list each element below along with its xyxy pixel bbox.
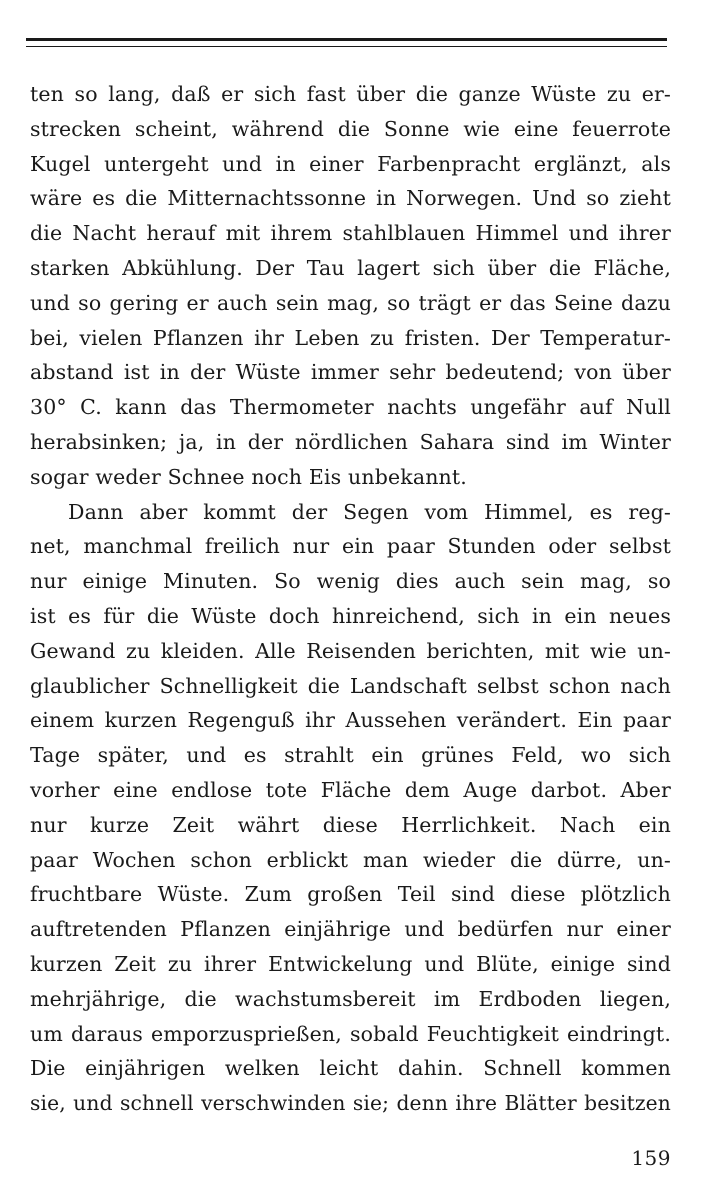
text-line: glaublicher Schnelligkeit die Landschaft selbst schon nach: [30, 673, 671, 698]
text-line: vorher eine endlose tote Fläche dem Auge darbot. Aber: [30, 777, 671, 802]
text-line: paar Wochen schon erblickt man wieder die dürre, un-: [30, 847, 671, 872]
text-line: kurzen Zeit zu ihrer Entwickelung und Blüte, einige sind: [30, 951, 671, 976]
text-line: bei, vielen Pflanzen ihr Leben zu fristen. Der Temperatur-: [30, 325, 671, 350]
text-line: und so gering er auch sein mag, so trägt er das Seine dazu: [30, 290, 671, 315]
text-line: ten so lang, daß er sich fast über die ganze Wüste zu er-: [30, 82, 671, 106]
text-line: starken Abkühlung. Der Tau lagert sich über die Fläche,: [30, 255, 671, 280]
text-line: mehrjährige, die wachstumsbereit im Erdboden liegen,: [30, 986, 671, 1011]
text-line: nur einige Minuten. So wenig dies auch sein mag, so: [30, 569, 671, 594]
text-line: Gewand zu kleiden. Alle Reisenden berichten, mit wie un-: [30, 638, 671, 663]
text-line: Dann aber kommt der Segen vom Himmel, es reg-: [68, 499, 671, 524]
text-line: sie, und schnell verschwinden sie; denn ihre Blätter besitzen: [30, 1091, 671, 1116]
text-line: auftretenden Pflanzen einjährige und bedürfen nur einer: [30, 917, 671, 942]
text-line: Kugel untergeht und in einer Farbenpracht erglänzt, als: [30, 151, 671, 176]
text-line: Die einjährigen welken leicht dahin. Schnell kommen: [30, 1056, 671, 1081]
text-line: wäre es die Mitternachtssonne in Norwegen. Und so zieht: [30, 186, 671, 211]
text-line: um daraus emporzusprießen, sobald Feuchtigkeit eindringt.: [30, 1021, 671, 1046]
text-line: nur kurze Zeit währt diese Herrlichkeit. Nach ein: [30, 812, 671, 837]
page-number: 159: [631, 1146, 671, 1170]
text-line: sogar weder Schnee noch Eis unbekannt.: [30, 464, 467, 489]
header-rule-thin: [26, 46, 667, 47]
body-text: [30, 77, 671, 1121]
text-line: strecken scheint, während die Sonne wie eine feuerrote: [30, 116, 671, 141]
text-line: die Nacht herauf mit ihrem stahlblauen Himmel und ihrer: [30, 221, 671, 246]
text-line: Tage später, und es strahlt ein grünes Feld, wo sich: [30, 743, 671, 768]
text-line: herabsinken; ja, in der nördlichen Sahara sind im Winter: [30, 429, 671, 454]
text-line: net, manchmal freilich nur ein paar Stunden oder selbst: [30, 534, 671, 559]
header-rule-thick: [26, 38, 667, 41]
text-line: fruchtbare Wüste. Zum großen Teil sind diese plötzlich: [30, 882, 671, 907]
text-line: einem kurzen Regenguß ihr Aussehen verändert. Ein paar: [30, 708, 671, 733]
text-line: 30° C. kann das Thermometer nachts ungefähr auf Null: [30, 395, 671, 420]
text-line: ist es für die Wüste doch hinreichend, sich in ein neues: [30, 603, 671, 628]
text-line: abstand ist in der Wüste immer sehr bedeutend; von über: [30, 360, 671, 385]
